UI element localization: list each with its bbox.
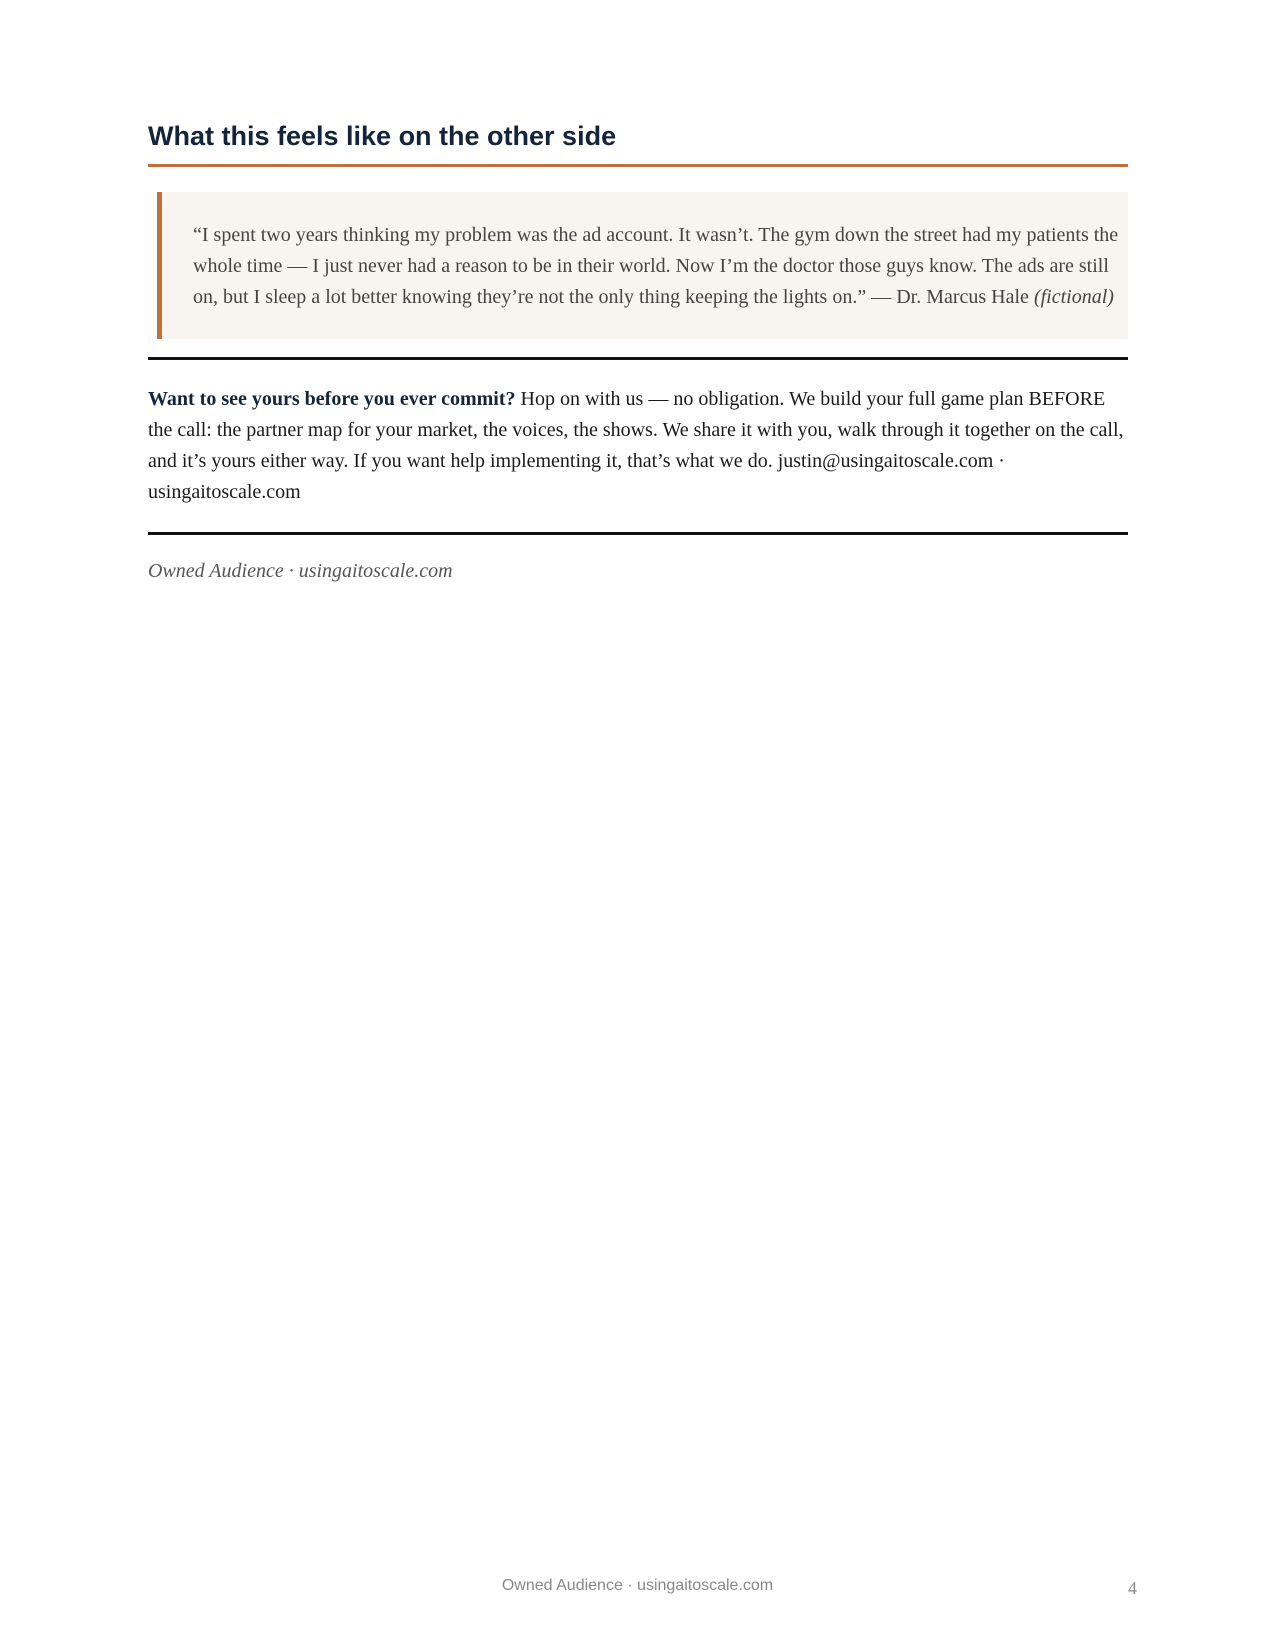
page-footer: Owned Audience · usingaitoscale.com <box>501 1577 774 1594</box>
quote-text: “I spent two years thinking my problem was the ad account. It wasn’t. The gym down the street had my patients the whole time — I just never had a reason to be in their world. Now I’m the doctor those guys know. The ads are still on, but I sleep a lot better knowing they’re not the only thing keeping the lights on.” — Dr. Marcus Hale <box>193 224 1119 308</box>
page-content <box>148 118 1128 585</box>
cta-body: Hop on with us — no obligation. We build your full game plan BEFORE the call: the partner map for your market, the voices, the shows. We share it with you, walk through it together on the call, and it’s yours either way. If you want help implementing it, that’s what we do. justin@usingaitoscale.com · usingaitoscale.com <box>148 388 1124 503</box>
cta-paragraph <box>148 360 1128 532</box>
quote-note: (fictional) <box>1033 286 1114 308</box>
heading-rule <box>148 164 1128 167</box>
page-number: 4 <box>1128 1578 1137 1598</box>
cta-lead: Want to see yours before you ever commit? <box>148 388 516 410</box>
owner-line: Owned Audience · usingaitoscale.com <box>148 560 453 582</box>
testimonial-quote <box>157 192 1128 339</box>
divider-bottom <box>148 532 1128 535</box>
section-heading: What this feels like on the other side <box>148 121 617 151</box>
